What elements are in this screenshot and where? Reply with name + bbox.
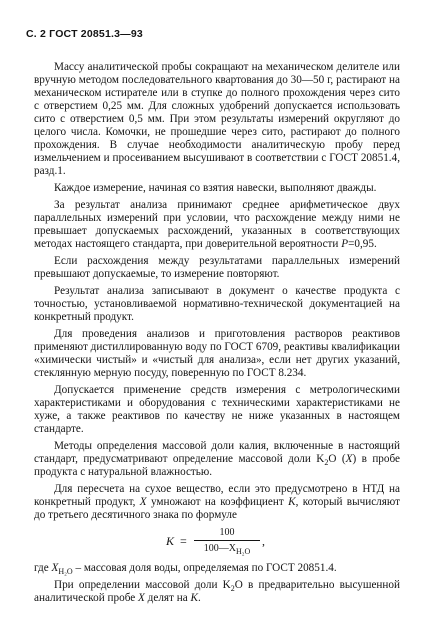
formula-equals: = <box>180 534 187 548</box>
body-text <box>34 61 400 609</box>
paragraph-result-recording: Результат анализа записывают в документ о качестве продукта с точностью, установливаемой нормативно-технической документацией на конкретный продукт. <box>34 285 400 323</box>
formula-k <box>34 526 400 560</box>
paragraph-measuring-instruments: Допускается применение средств измерения с метрологическими характеристиками и оборудования с техническими характеристиками не хуже, а также реактивов по качеству не ниже указанных в настоящем стандарте. <box>34 384 400 435</box>
formula-lhs: K <box>166 534 175 548</box>
paragraph-water-fraction: где $X_{H_2O}$ – массовая доля воды, определяемая по ГОСТ 20851.4. <box>34 562 337 577</box>
variable-x-water: X <box>51 562 59 574</box>
paragraph-repeat-measurement: Если расхождения между результатами параллельных измерений превышают допускаемые, то измерение повторяют. <box>34 255 400 280</box>
page-header: С. 2 ГОСТ 20851.3—93 <box>26 28 143 40</box>
paragraph-dried-sample: При определении массовой доли $K_2O$ в предварительно высушенной аналитической пробе X делят на K. <box>34 579 400 604</box>
paragraph-sample-preparation: Массу аналитической пробы сокращают на механическом делителе или вручную методом последовательного квартования до 30—50 г, растирают на механическом истирателе или в ступке до полного прохождения через сито с отверстием 0,25 мм. Для сложных удобрений допускается использовать сито с отверстием 0,5 мм. При этом результаты измерений округляют до целого числа. Комочки, не прошедшие через сито, растирают до полного прохождения. В случае необходимости аналитическую пробу перед измельчением и просеиванием высушивают в соответствии с ГОСТ 20851.4, разд.1. <box>34 61 400 177</box>
formula-fraction <box>194 526 260 555</box>
paragraph-dry-basis: Для пересчета на сухое вещество, если это предусмотрено в НТД на конкретный продукт, X умножают на коэффициент K, который вычисляют до третьего десятичного знака по формуле <box>34 483 400 521</box>
paragraph-reagents: Для проведения анализов и приготовления растворов реактивов применяют дистиллированную воду по ГОСТ 6709, реактивы квалификации «химически чистый» и «чистый для анализа», если нет других указаний, стеклянную мерную посуду, поверенную по ГОСТ 8.234. <box>34 328 400 379</box>
paragraph-duplicate-measurements: Каждое измерение, начиная со взятия навески, выполняют дважды. <box>54 182 377 194</box>
formula-numerator: 100 <box>219 527 235 538</box>
paragraph-methods: Методы определения массовой доли калия, включенные в настоящий стандарт, предусматривают определение массовой доли $K_2O$ (X) в пробе продукта с натуральной влажностью. <box>34 440 400 478</box>
formula-fraction-bar <box>194 540 260 541</box>
variable-k: K <box>288 496 296 508</box>
variable-x: X <box>345 453 353 465</box>
variable-x: X <box>139 496 147 508</box>
formula-denominator: $100—X_{H_2O}$ <box>203 543 251 556</box>
variable-k: K <box>190 592 198 604</box>
formula-comma: , <box>262 534 265 548</box>
variable-x: X <box>138 592 145 604</box>
variable-p: P <box>341 238 349 250</box>
paragraph-result-definition: За результат анализа принимают среднее арифметическое двух параллельных измерений при условии, что расхождение между ними не превышает допускаемых расхождений, указанных в соответствующих методах настоящего стандарта, при доверительной вероятности P=0,95. <box>34 199 400 250</box>
